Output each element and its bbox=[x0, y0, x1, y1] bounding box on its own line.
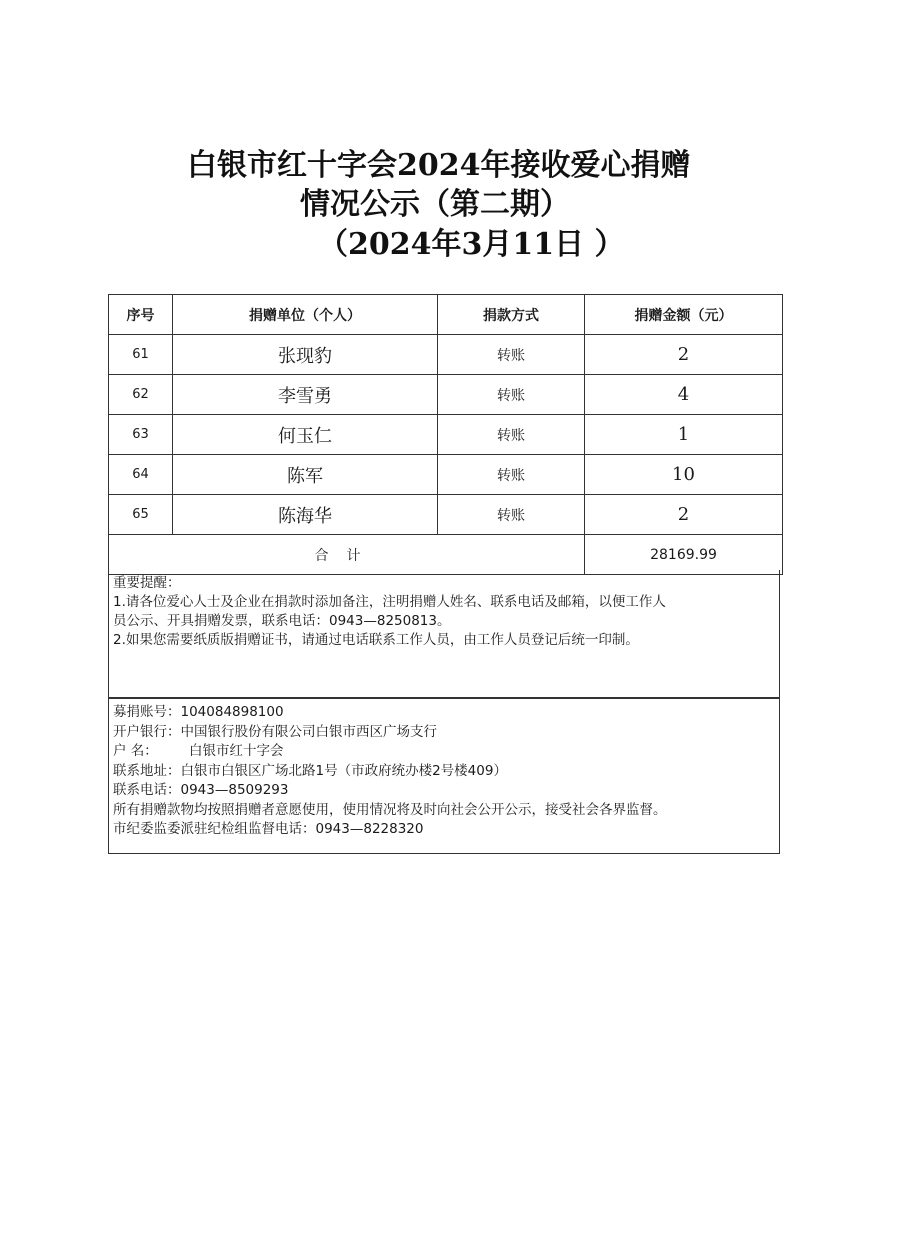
phone-value: 0943—8509293 bbox=[180, 782, 289, 798]
account-holder-value: 白银市红十字会 bbox=[189, 743, 284, 759]
cell-serial-number: 62 bbox=[109, 375, 173, 415]
title-line-1: 白银市红十字会2024年接收爱心捐赠 bbox=[187, 148, 691, 183]
phone-row bbox=[113, 781, 775, 801]
account-holder-label-part-1: 户 bbox=[113, 743, 127, 759]
cell-donor: 陈海华 bbox=[173, 495, 438, 535]
total-amount: 28169.99 bbox=[585, 535, 783, 575]
cell-serial-number: 63 bbox=[109, 415, 173, 455]
notice-item-2: 2.如果您需要纸质版捐赠证书，请通过电话联系工作人员，由工作人员登记后统一印制。 bbox=[113, 632, 639, 648]
cell-payment-method: 转账 bbox=[438, 375, 585, 415]
address-value: 白银市白银区广场北路1号（市政府统办楼2号楼409） bbox=[180, 762, 507, 779]
cell-amount: 1 bbox=[585, 415, 783, 455]
cell-serial-number: 61 bbox=[109, 335, 173, 375]
usage-statement-text: 所有捐赠款物均按照捐赠者意愿使用，使用情况将及时向社会公开公示，接受社会各界监督。 bbox=[113, 801, 667, 818]
header-serial-number: 序号 bbox=[109, 295, 173, 335]
cell-amount: 10 bbox=[585, 455, 783, 495]
notice-heading: 重要提醒： bbox=[113, 575, 181, 591]
account-number-label: 募捐账号： bbox=[113, 704, 181, 720]
cell-donor: 李雪勇 bbox=[173, 375, 438, 415]
table-row bbox=[109, 495, 783, 535]
cell-serial-number: 64 bbox=[109, 455, 173, 495]
account-holder-label bbox=[113, 742, 189, 762]
address-label: 联系地址： bbox=[113, 762, 181, 779]
cell-payment-method: 转账 bbox=[438, 455, 585, 495]
cell-payment-method: 转账 bbox=[438, 335, 585, 375]
total-label: 合计 bbox=[109, 535, 585, 575]
title-date: （2024年3月11日 ） bbox=[318, 227, 625, 262]
supervision-label: 市纪委监委派驻纪检组监督电话： bbox=[113, 821, 316, 837]
header-amount: 捐赠金额（元） bbox=[585, 295, 783, 335]
cell-amount: 2 bbox=[585, 495, 783, 535]
account-number-row bbox=[113, 703, 775, 723]
account-holder-row bbox=[113, 742, 775, 762]
bank-row bbox=[113, 723, 775, 743]
table-row bbox=[109, 455, 783, 495]
supervision-phone: 0943—8228320 bbox=[315, 821, 424, 837]
notice-item-1-line-1: 1.请各位爱心人士及企业在捐款时添加备注，注明捐赠人姓名、联系电话及邮箱，以便工作人 bbox=[113, 594, 666, 610]
bank-value: 中国银行股份有限公司白银市西区广场支行 bbox=[180, 723, 437, 740]
table-header-row bbox=[109, 295, 783, 335]
account-number-value: 104084898100 bbox=[180, 704, 284, 720]
cell-donor: 张现豹 bbox=[173, 335, 438, 375]
header-payment-method: 捐款方式 bbox=[438, 295, 585, 335]
table-row bbox=[109, 415, 783, 455]
cell-amount: 4 bbox=[585, 375, 783, 415]
donation-table bbox=[108, 294, 783, 575]
cell-payment-method: 转账 bbox=[438, 495, 585, 535]
supervision-row bbox=[113, 820, 775, 840]
title-line-2: 情况公示（第二期） bbox=[300, 187, 570, 222]
notice-item-1-line-2: 员公示、开具捐赠发票，联系电话：0943—8250813。 bbox=[113, 613, 451, 629]
cell-donor: 陈军 bbox=[173, 455, 438, 495]
usage-statement bbox=[113, 801, 775, 821]
account-holder-label-part-2: 名： bbox=[130, 743, 158, 759]
bank-label: 开户银行： bbox=[113, 723, 181, 740]
important-notice bbox=[108, 570, 780, 698]
cell-amount: 2 bbox=[585, 335, 783, 375]
address-row bbox=[113, 762, 775, 782]
header-donor: 捐赠单位（个人） bbox=[173, 295, 438, 335]
cell-payment-method: 转账 bbox=[438, 415, 585, 455]
cell-donor: 何玉仁 bbox=[173, 415, 438, 455]
donation-account-info bbox=[108, 698, 780, 854]
table-row bbox=[109, 375, 783, 415]
total-row bbox=[109, 535, 783, 575]
cell-serial-number: 65 bbox=[109, 495, 173, 535]
table-row bbox=[109, 335, 783, 375]
phone-label: 联系电话： bbox=[113, 782, 181, 798]
